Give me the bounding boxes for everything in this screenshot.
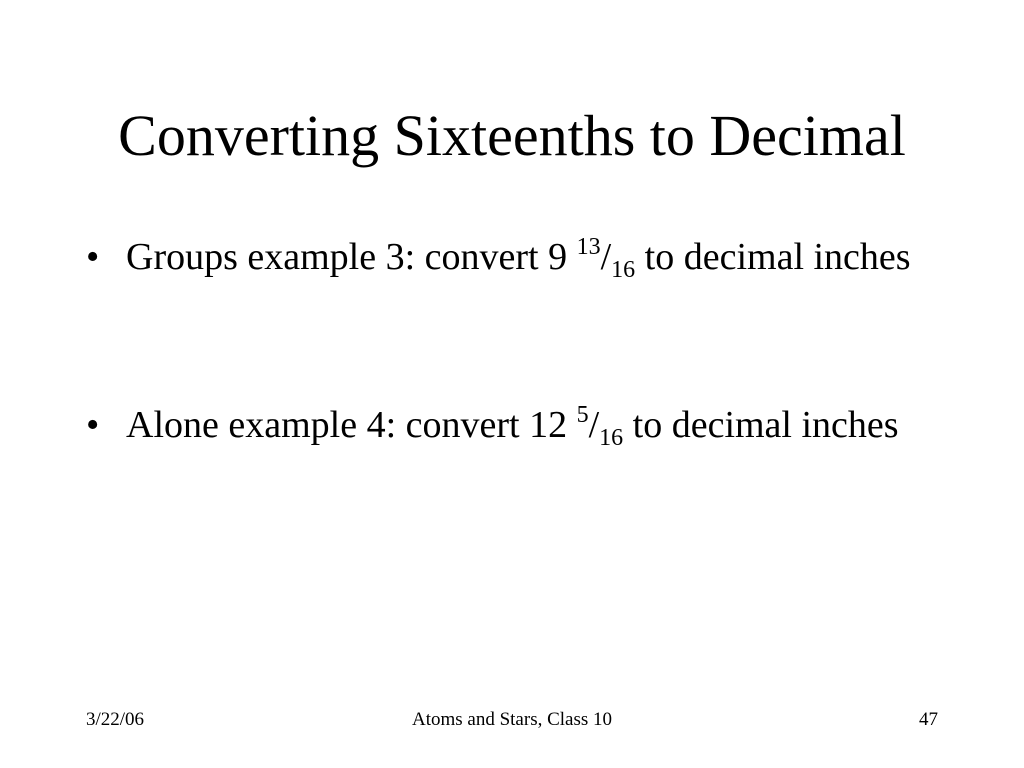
fraction-numerator: 5 (576, 402, 589, 428)
footer-date: 3/22/06 (86, 709, 145, 730)
bullet-item-alone-example (86, 400, 966, 450)
fraction-denominator: 16 (599, 425, 624, 451)
footer-page-number: 47 (919, 709, 938, 730)
fraction-slash: / (588, 404, 600, 446)
fraction-slash: / (600, 236, 612, 278)
bullet-text-prefix: Alone example 4: convert 12 (126, 404, 577, 446)
bullet-item-groups-example (86, 232, 966, 282)
bullet-icon: • (86, 404, 100, 446)
bullet-text-prefix: Groups example 3: convert 9 (126, 236, 577, 278)
bullet-text-suffix: to decimal inches (623, 404, 899, 446)
slide-title: Converting Sixteenths to Decimal (118, 103, 906, 168)
bullet-list (86, 232, 966, 450)
fraction-numerator: 13 (576, 234, 601, 260)
fraction-denominator: 16 (611, 257, 636, 283)
bullet-text-suffix: to decimal inches (635, 236, 911, 278)
footer-course-title: Atoms and Stars, Class 10 (411, 709, 613, 730)
bullet-icon: • (86, 236, 100, 278)
